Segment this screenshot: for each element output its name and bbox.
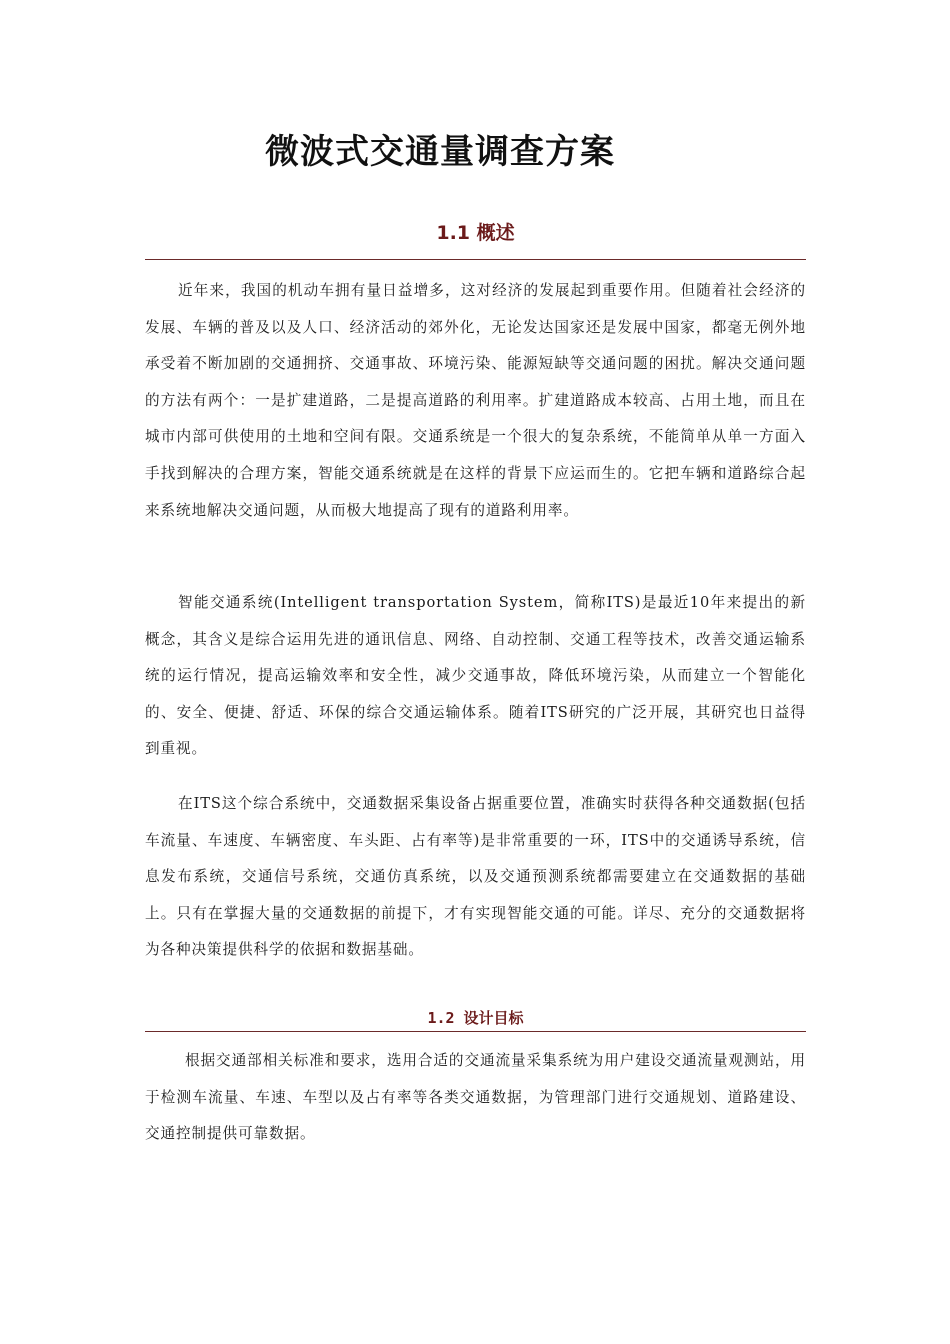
section-divider: [145, 259, 806, 260]
document-title: 微波式交通量调查方案: [265, 132, 615, 172]
paragraph-design-goal-1: 根据交通部相关标准和要求，选用合适的交通流量采集系统为用户建设交通流量观测站，用于检测车流量、车速、车型以及占有率等各类交通数据，为管理部门进行交通规划、道路建设、交通控制提供可靠数据。: [145, 1052, 806, 1143]
section-heading-overview: 1.1 概述: [436, 222, 515, 244]
paragraph-overview-2: 智能交通系统(Intelligent transportation System，简称ITS)是最近10年来提出的新概念，其含义是综合运用先进的通讯信息、网络、自动控制、交通工程等技术，改善交通运输系统的运行情况，提高运输效率和安全性，减少交通事故，降低环境污染，从而建立一个智能化的、安全、便捷、舒适、环保的综合交通运输体系。随着ITS研究的广泛开展，其研究也日益得到重视。: [145, 594, 806, 758]
section-heading-design-goal: 1.2 设计目标: [427, 1009, 524, 1027]
paragraph-overview-3: 在ITS这个综合系统中，交通数据采集设备占据重要位置，准确实时获得各种交通数据(包括车流量、车速度、车辆密度、车头距、占有率等)是非常重要的一环，ITS中的交通诱导系统，信息发布系统，交通信号系统，交通仿真系统，以及交通预测系统都需要建立在交通数据的基础上。只有在掌握大量的交通数据的前提下，才有实现智能交通的可能。详尽、充分的交通数据将为各种决策提供科学的依据和数据基础。: [145, 795, 806, 959]
paragraph-overview-1: 近年来，我国的机动车拥有量日益增多，这对经济的发展起到重要作用。但随着社会经济的发展、车辆的普及以及人口、经济活动的郊外化，无论发达国家还是发展中国家，都毫无例外地承受着不断加剧的交通拥挤、交通事故、环境污染、能源短缺等交通问题的困扰。解决交通问题的方法有两个：一是扩建道路，二是提高道路的利用率。扩建道路成本较高、占用土地，而且在城市内部可供使用的土地和空间有限。交通系统是一个很大的复杂系统，不能简单从单一方面入手找到解决的合理方案，智能交通系统就是在这样的背景下应运而生的。它把车辆和道路综合起来系统地解决交通问题，从而极大地提高了现有的道路利用率。: [145, 282, 806, 519]
section-divider: [145, 1031, 806, 1032]
